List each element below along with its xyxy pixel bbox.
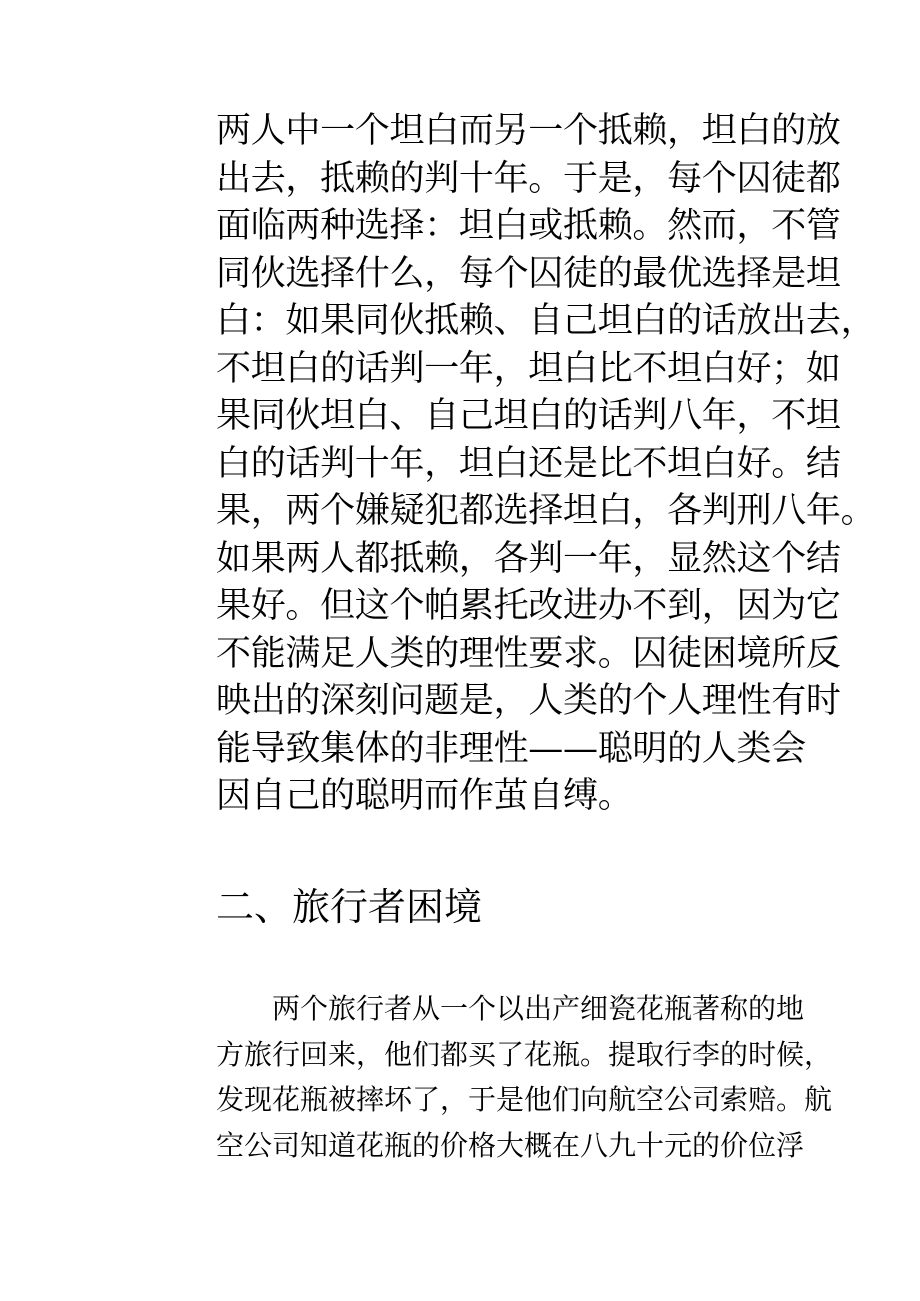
paragraph-line: 同伙选择什么，每个囚徒的最优选择是坦 [216,253,841,294]
paragraph-line: 方旅行回来，他们都买了花瓶。提取行李的时候， [216,1037,833,1071]
paragraph-line: 如果两人都抵赖，各判一年，显然这个结 [216,538,841,579]
paragraph-line: 因自己的聪明而作茧自缚。 [216,776,633,816]
paragraph-line: 不能满足人类的理性要求。囚徒困境所反 [216,633,841,674]
paragraph-line: 两个旅行者从一个以出产细瓷花瓶著称的地 [272,992,805,1025]
paragraph-line: 果好。但这个帕累托改进办不到，因为它 [216,586,841,626]
paragraph-line: 果，两个嫌疑犯都选择坦白，各判刑八年。 [216,491,876,531]
paragraph-line: 能导致集体的非理性——聪明的人类会 [216,728,806,769]
paragraph-line: 空公司知道花瓶的价格大概在八九十元的价位浮 [216,1128,805,1162]
paragraph-prisoners-dilemma [216,108,876,821]
section-heading: 二、旅行者困境 [216,885,483,929]
paragraph-line: 面临两种选择：坦白或抵赖。然而，不管 [216,206,841,246]
paragraph-line: 白：如果同伙抵赖、自己坦白的话放出去， [216,301,876,341]
paragraph-line: 出去，抵赖的判十年。于是，每个囚徒都 [216,158,841,199]
paragraph-line: 发现花瓶被摔坏了，于是他们向航空公司索赔。航 [216,1083,833,1116]
paragraph-line: 果同伙坦白、自己坦白的话判八年，不坦 [216,396,841,436]
paragraph-travelers-dilemma [216,986,833,1168]
paragraph-line: 不坦白的话判一年，坦白比不坦白好；如 [216,348,841,389]
paragraph-line: 两人中一个坦白而另一个抵赖，坦白的放 [216,111,841,151]
paragraph-line: 白的话判十年，坦白还是比不坦白好。结 [216,443,841,484]
paragraph-line: 映出的深刻问题是，人类的个人理性有时 [216,681,841,721]
